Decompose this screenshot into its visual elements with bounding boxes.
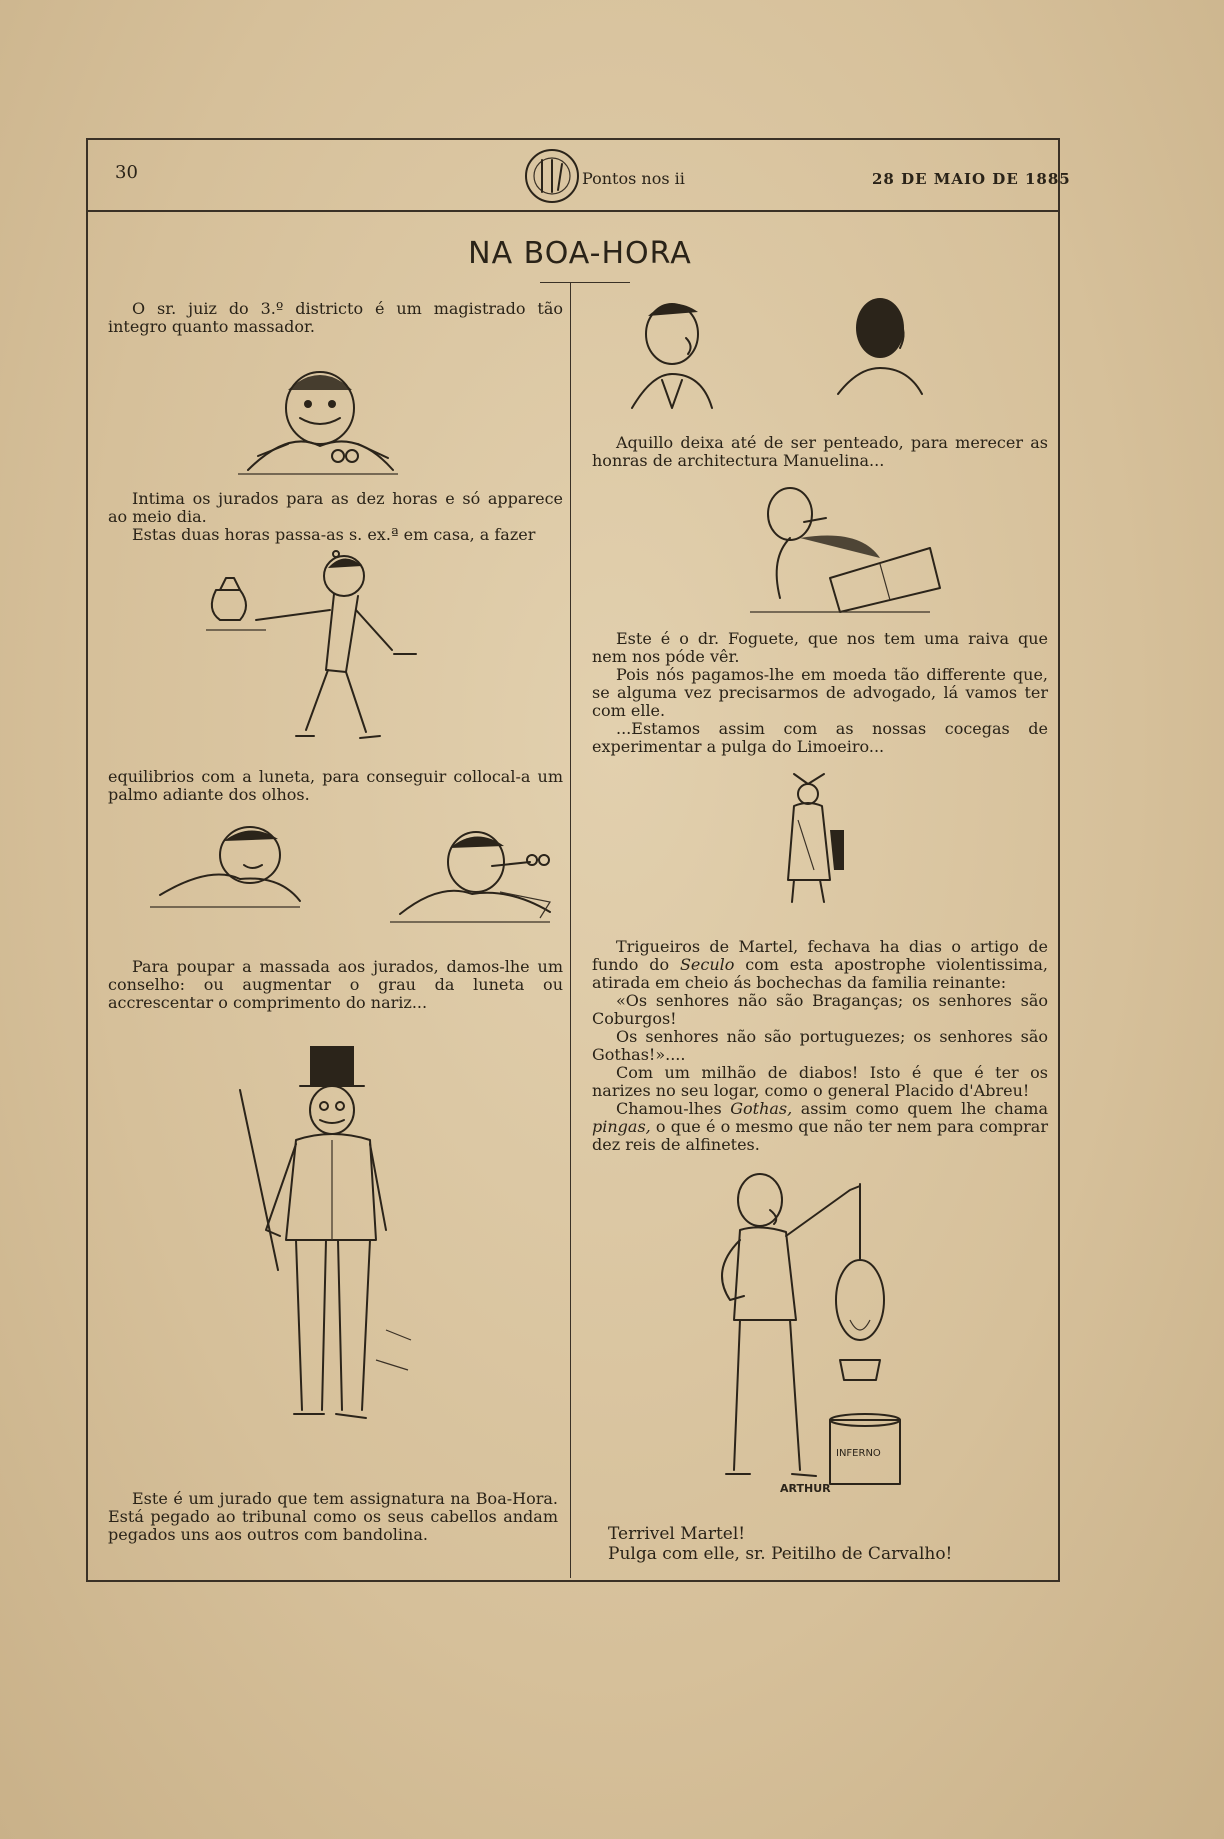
illustration-judge-leaning-left — [140, 815, 310, 915]
masthead-logo — [512, 140, 685, 208]
masthead-text: Pontos nos ii — [582, 169, 685, 188]
left-para-2: Intima os jurados para as dez horas e só apparece ao meio dia. Estas duas horas passa-as s. ex.ª em casa, a fazer — [108, 489, 563, 544]
article-title: NA BOA-HORA — [468, 236, 692, 271]
illustration-man-back-of-head — [828, 288, 928, 398]
left-para-5: Este é um jurado que tem assignatura na Boa-Hora. Está pegado ao tribunal como os seus cabellos andam pegados uns aos outros com bandolina. — [108, 1489, 558, 1544]
illustration-man-with-flask — [700, 1170, 920, 1500]
header-rule — [86, 210, 1058, 212]
illustration-small-robed-figure — [764, 770, 854, 910]
right-para-3: Trigueiros de Martel, fechava ha dias o artigo de fundo do Seculo com esta apostrophe violentissima, atirada em cheio ás bochechas da familia reinante: «Os senhores não são Braganças; os senhores são Coburgos! Os senhores não são portuguezes; os senhores são Gothas!».... Com um milhão de diabos! Isto é que é ter os narizes no seu logar, como o general Placido d'Abreu! Chamou-lhes Gothas, assim como quem lhe chama pingas, o que é o mesmo que não ter nem para comprar dez reis de alfinetes. — [592, 937, 1049, 1154]
left-para-3: equilibrios com a luneta, para conseguir collocal-a um palmo adiante dos olhos. — [108, 767, 563, 804]
left-para-1: O sr. juiz do 3.º districto é um magistrado tão integro quanto massador. — [108, 299, 563, 336]
issue-date: 28 DE MAIO DE 1885 — [872, 170, 1071, 188]
inferno-bucket-label: INFERNO — [836, 1448, 881, 1459]
column-divider — [570, 282, 571, 1578]
illustration-man-profile-glasses — [612, 290, 722, 410]
page-number: 30 — [115, 162, 138, 183]
illustration-dr-foguete-reading — [730, 478, 950, 618]
right-para-4: Terrivel Martel! Pulga com elle, sr. Peitilho de Carvalho! — [608, 1524, 953, 1564]
illustration-judge-leaning-right — [380, 822, 560, 932]
right-para-1: Aquillo deixa até de ser penteado, para merecer as honras de architectura Manuelina... — [592, 433, 1048, 470]
illustration-juror-top-hat — [226, 1040, 416, 1440]
illustration-judge-eating — [228, 360, 408, 480]
left-para-4: Para poupar a massada aos jurados, damos-lhe um conselho: ou augmentar o grau da luneta ou accrescentar o comprimento do nariz... — [108, 957, 563, 1012]
title-rule — [540, 282, 630, 283]
artist-signature: ARTHUR — [780, 1482, 831, 1495]
illustration-judge-balancing-lorgnette — [196, 550, 426, 750]
right-para-2: Este é o dr. Foguete, que nos tem uma raiva que nem nos póde vêr. Pois nós pagamos-lhe em moeda tão differente que, se alguma vez precisarmos de advogado, lá vamos ter com elle. ...Estamos assim com as nossas cocegas de experimentar a pulga do Limoeiro... — [592, 629, 1048, 756]
